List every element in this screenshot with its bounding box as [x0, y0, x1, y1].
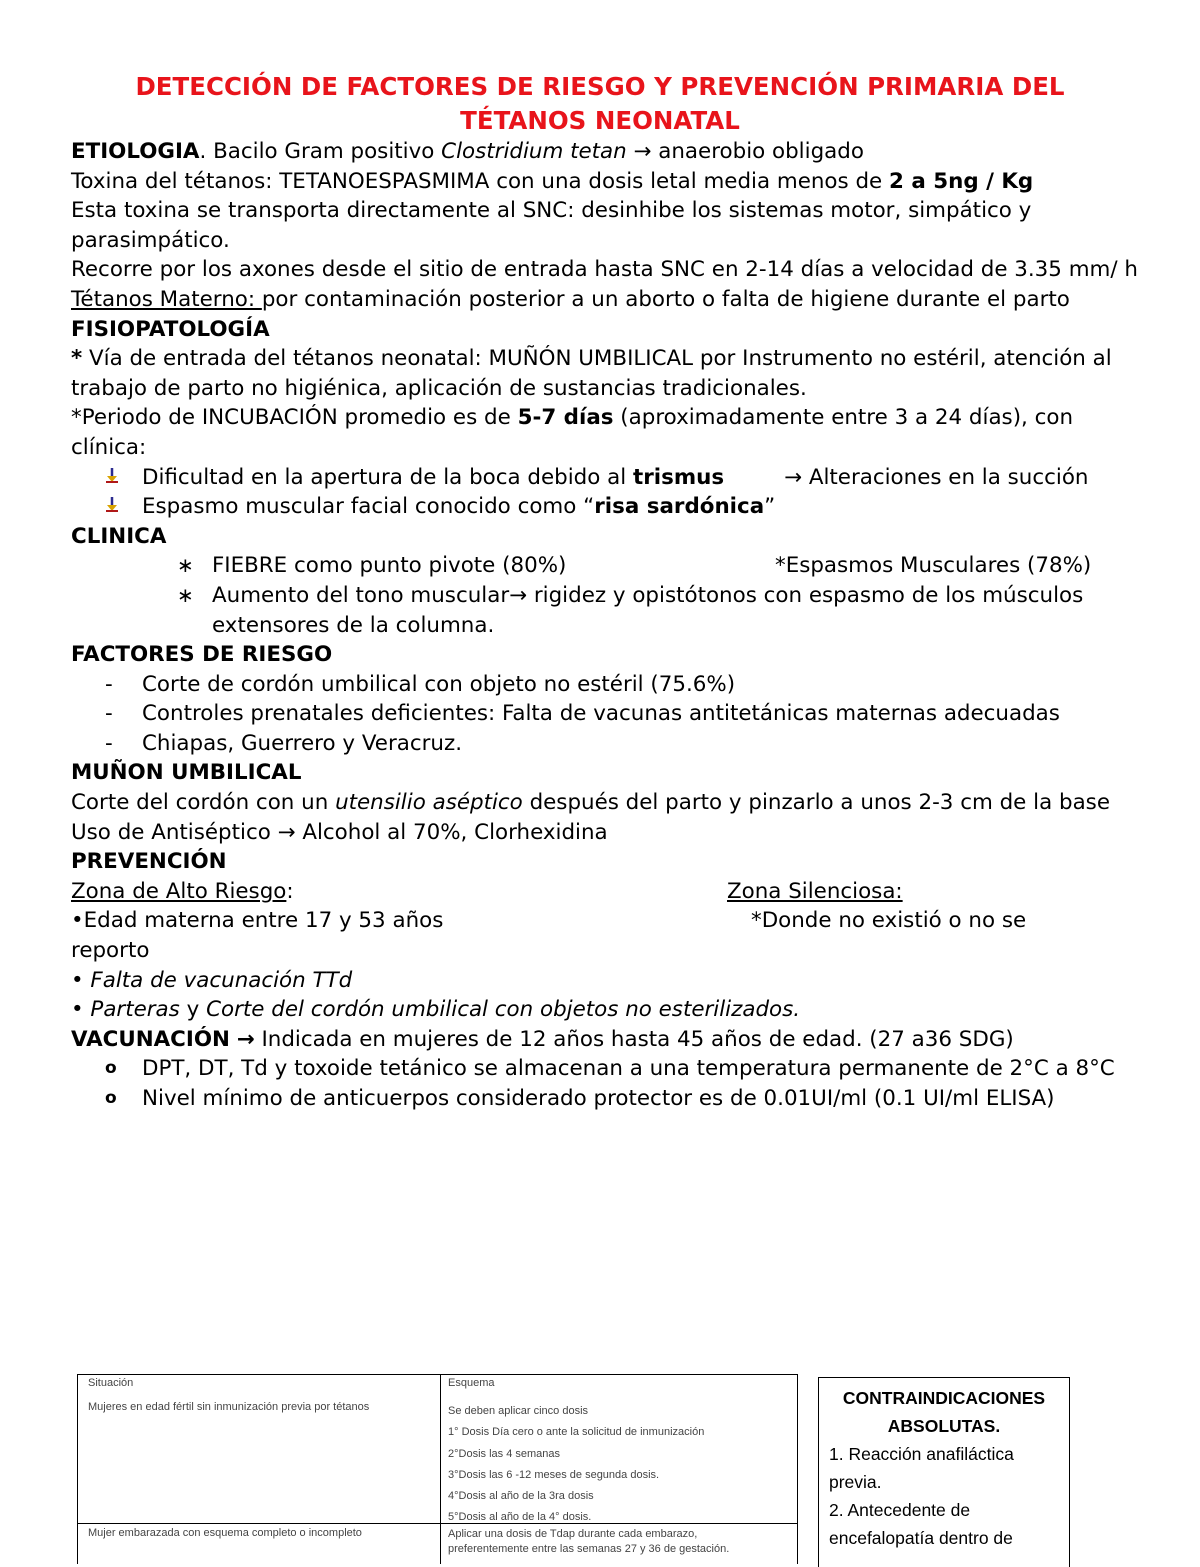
- dash-bullet: -: [105, 671, 113, 697]
- espasmos-text: *Espasmos Musculares (78%): [775, 553, 1092, 579]
- esquema-line: preferentemente entre las semanas 27 y 36 de gestación.: [448, 1543, 730, 1555]
- esquema-line: Aplicar una dosis de Tdap durante cada embarazo,: [448, 1528, 698, 1540]
- parteras-line: [71, 995, 1141, 1025]
- dash-bullet: -: [105, 701, 113, 727]
- contraindicaciones-box: [818, 1377, 1070, 1567]
- toxina-line: [71, 167, 1141, 197]
- munon-heading: MUÑON UMBILICAL: [71, 760, 302, 786]
- esquema-table: [77, 1374, 798, 1564]
- vacunacion-line: [71, 1025, 1141, 1055]
- rigidez-text: rigidez y opistótonos con espasmo de los músculos extensores de la columna.: [212, 582, 1084, 638]
- list-item: [71, 551, 1141, 581]
- incubacion-text-2: (aproximadamente entre 3 a 24 días), con clínica:: [71, 405, 1074, 460]
- clinica-heading: CLINICA: [71, 523, 167, 549]
- list-item: [71, 699, 1141, 729]
- contra-item: 2. Antecedente de: [829, 1500, 971, 1520]
- list-item: [71, 1054, 1141, 1084]
- contra-title-2: ABSOLUTAS.: [887, 1416, 1001, 1436]
- asterisk-bullet-icon: ∗: [177, 582, 194, 607]
- via-entrada-text: Vía de entrada del tétanos neonatal: MUÑÓN UMBILICAL por Instrumento no estéril, atención al trabajo de parto no higiénica, aplicación de sustancias tradicionales.: [71, 346, 1112, 401]
- title-line-1: DETECCIÓN DE FACTORES DE RIESGO Y PREVENCIÓN PRIMARIA DEL: [135, 72, 1065, 101]
- trismus-text: Dificultad en la apertura de la boca debido al: [142, 464, 633, 490]
- contra-title: CONTRAINDICACIONES: [842, 1388, 1046, 1408]
- list-item: [71, 729, 1141, 759]
- clinica-list: [71, 551, 1141, 640]
- antiseptico-line: [71, 818, 1141, 848]
- factores-list: [71, 670, 1141, 759]
- tetanos-materno-label: Tétanos Materno:: [71, 286, 262, 312]
- corte-objetos-text: Corte del cordón umbilical con objetos no esterilizados.: [206, 997, 801, 1023]
- risa-sardonica: risa sardónica: [594, 494, 765, 520]
- etiologia-heading: ETIOLOGIA: [71, 139, 200, 164]
- circle-bullet-icon: o: [105, 1058, 117, 1079]
- list-item: [71, 581, 1141, 640]
- falta-vacunacion-text: • Falta de vacunación TTd: [71, 967, 353, 993]
- prevencion-heading: PREVENCIÓN: [71, 849, 227, 875]
- edad-line: [71, 906, 1141, 936]
- down-arrow-bullet-icon: [105, 492, 119, 522]
- factores-heading: FACTORES DE RIESGO: [71, 642, 333, 668]
- arrow-icon: →: [784, 464, 803, 490]
- falta-vacunacion-line: [71, 966, 1141, 996]
- circle-bullet-icon: o: [105, 1088, 117, 1108]
- clostridium-name: Clostridium tetan: [441, 139, 627, 164]
- zona-silenciosa: Zona Silenciosa:: [727, 878, 903, 904]
- document-body: [71, 137, 1141, 1114]
- dash-bullet: -: [105, 730, 113, 756]
- arrow-icon: →: [633, 139, 652, 164]
- zona-colon: :: [286, 878, 294, 904]
- contra-item: previa.: [829, 1472, 882, 1492]
- zonas-line: [71, 877, 1141, 907]
- corte-text-2: después del parto y pinzarlo a unos 2-3 cm de la base: [522, 790, 1110, 816]
- edad-text: •Edad materna entre 17 y 53 años: [71, 908, 444, 934]
- incubacion-line: [71, 403, 1141, 462]
- table-cell-esquema: [448, 1401, 704, 1529]
- dosis-letal: 2 a 5ng / Kg: [889, 168, 1034, 194]
- tono-text: Aumento del tono muscular: [212, 582, 510, 608]
- down-arrow-bullet-icon: [105, 463, 119, 493]
- toxina-text: Toxina del tétanos: TETANOESPASMIMA con una dosis letal media menos de: [71, 168, 890, 194]
- incubacion-text: *Periodo de INCUBACIÓN promedio es de: [71, 405, 518, 431]
- vacunacion-item-text: DPT, DT, Td y toxoide tetánico se almacenan a una temperatura permanente de 2°C a 8°C: [142, 1056, 1115, 1082]
- table-divider: [440, 1375, 441, 1564]
- table-cell-situacion: Mujer embarazada con esquema completo o incompleto: [88, 1527, 362, 1539]
- list-item: [71, 1084, 1141, 1114]
- vacunacion-item-text: Nivel mínimo de anticuerpos considerado protector es de 0.01UI/ml (0.1 UI/ml ELISA): [142, 1086, 1055, 1111]
- fiebre-text: FIEBRE como punto pivote (80%): [212, 553, 567, 579]
- star-mark: *: [71, 346, 83, 372]
- donde-text: *Donde no existió o no se: [751, 908, 1027, 934]
- utensilio-aseptico: utensilio aséptico: [335, 790, 523, 816]
- vacunacion-heading: VACUNACIÓN: [71, 1026, 230, 1052]
- esquema-line: Se deben aplicar cinco dosis: [448, 1405, 589, 1417]
- title-line-2: TÉTANOS NEONATAL: [460, 106, 740, 135]
- zona-alto-riesgo: Zona de Alto Riesgo: [71, 878, 287, 904]
- antiseptico-text-2: Alcohol al 70%, Clorhexidina: [295, 819, 608, 845]
- table-cell-situacion: Mujeres en edad fértil sin inmunización previa por tétanos: [88, 1401, 370, 1413]
- esquema-line: 5°Dosis al año de la 4° dosis.: [448, 1511, 592, 1524]
- esquema-line: 4°Dosis al año de la 3ra dosis: [448, 1490, 594, 1503]
- factor-text: Corte de cordón umbilical con objeto no estéril (75.6%): [142, 671, 736, 697]
- via-entrada-line: [71, 344, 1141, 403]
- parteras-text: • Parteras: [71, 997, 180, 1023]
- axones-line: Recorre por los axones desde el sitio de entrada hasta SNC en 2-14 días a velocidad de 3.35 mm/ h: [71, 257, 1138, 283]
- corte-line: [71, 788, 1141, 818]
- esquema-line: 2°Dosis las 4 semanas: [448, 1447, 561, 1460]
- asterisk-bullet-icon: ∗: [177, 553, 194, 578]
- etiologia-line: [71, 137, 1141, 167]
- arrow-icon: →: [509, 582, 528, 608]
- contra-item: 1. Reacción anafiláctica: [829, 1444, 1014, 1464]
- list-item: [71, 463, 1141, 493]
- etiologia-text-2: anaerobio obligado: [651, 139, 864, 164]
- parteras-y: y: [179, 997, 207, 1023]
- reporto-line: reporto: [71, 938, 150, 964]
- tetanos-materno-text: por contaminación posterior a un aborto o falta de higiene durante el parto: [261, 286, 1070, 312]
- list-item: [71, 670, 1141, 700]
- vacunacion-list: [71, 1054, 1141, 1113]
- succion-text: Alteraciones en la succión: [802, 464, 1089, 490]
- document-title: [40, 70, 1160, 138]
- incubacion-days: 5-7 días: [517, 405, 614, 431]
- trismus-word: trismus: [632, 464, 725, 490]
- esquema-line: 3°Dosis las 6 -12 meses de segunda dosis.: [448, 1468, 660, 1481]
- esquema-line: 1° Dosis Día cero o ante la solicitud de inmunización: [448, 1426, 705, 1439]
- etiologia-text: . Bacilo Gram positivo: [199, 139, 442, 164]
- vacunacion-text: Indicada en mujeres de 12 años hasta 45 años de edad. (27 a36 SDG): [254, 1026, 1014, 1052]
- contra-item: encefalopatía dentro de: [829, 1528, 1013, 1548]
- factor-text: Controles prenatales deficientes: Falta de vacunas antitetánicas maternas adecuadas: [142, 701, 1060, 727]
- fisio-heading: FISIOPATOLOGÍA: [71, 316, 270, 342]
- table-header-situacion: Situación: [88, 1377, 134, 1389]
- risa-close-quote: ”: [764, 494, 776, 520]
- arrow-icon: →: [236, 1026, 255, 1052]
- arrow-icon: →: [277, 819, 296, 845]
- factor-text: Chiapas, Guerrero y Veracruz.: [142, 730, 463, 756]
- corte-text: Corte del cordón con un: [71, 790, 336, 816]
- list-item: [71, 492, 1141, 522]
- transporte-line: Esta toxina se transporta directamente al SNC: desinhibe los sistemas motor, simpático y parasimpático.: [71, 198, 1032, 253]
- risa-text: Espasmo muscular facial conocido como “: [142, 494, 595, 520]
- antiseptico-text: Uso de Antiséptico: [71, 819, 278, 845]
- clinica-bullets: [71, 463, 1141, 522]
- table-header-esquema: Esquema: [448, 1377, 495, 1389]
- tetanos-materno-line: [71, 285, 1141, 315]
